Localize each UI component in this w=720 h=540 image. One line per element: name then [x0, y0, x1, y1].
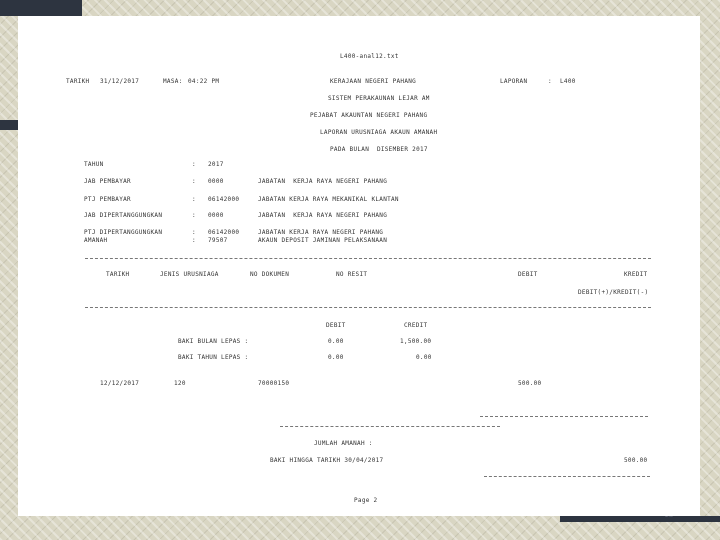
info-desc: JABATAN KERJA RAYA NEGERI PAHANG — [258, 212, 388, 219]
left-accent-bar — [0, 120, 18, 130]
col-kredit: KREDIT — [624, 271, 648, 278]
divider — [480, 416, 648, 417]
txn-dokumen: 70000150 — [258, 380, 290, 387]
txn-tarikh: 12/12/2017 — [100, 380, 140, 387]
tarikh-value: 31/12/2017 — [100, 78, 140, 85]
system-title: SISTEM PERAKAUNAN LEJAR AM — [328, 95, 430, 102]
summary-label: BAKI BULAN LEPAS : — [178, 338, 249, 345]
info-code: 0000 — [208, 212, 224, 219]
info-code: 2017 — [208, 161, 224, 168]
summary-debit: 0.00 — [328, 338, 344, 345]
info-code: 79507 — [208, 237, 228, 244]
info-colon: : — [192, 237, 196, 244]
info-code: 06142000 — [208, 196, 240, 203]
summary-debit: 0.00 — [328, 354, 344, 361]
divider — [85, 258, 651, 259]
info-label: JAB DIPERTANGGUNGKAN — [84, 212, 163, 219]
col-dokumen: NO DOKUMEN — [250, 271, 290, 278]
info-desc: AKAUN DEPOSIT JAMINAN PELAKSANAAN — [258, 237, 388, 244]
summary-credit-header: CREDIT — [404, 322, 428, 329]
info-label: JAB PEMBAYAR — [84, 178, 131, 185]
summary-debit-header: DEBIT — [326, 322, 346, 329]
info-colon: : — [192, 178, 196, 185]
period-title: PADA BULAN DISEMBER 2017 — [330, 146, 428, 153]
info-colon: : — [192, 161, 196, 168]
divider — [280, 426, 500, 427]
txn-jenis: 120 — [174, 380, 186, 387]
summary-credit: 1,500.00 — [400, 338, 432, 345]
laporan-sep: : — [548, 78, 552, 85]
col-debit: DEBIT — [518, 271, 538, 278]
masa-label: MASA: — [163, 78, 183, 85]
info-desc: JABATAN KERJA RAYA MEKANIKAL KLANTAN — [258, 196, 399, 203]
state-name: KERAJAAN NEGERI PAHANG — [330, 78, 417, 85]
info-colon: : — [192, 196, 196, 203]
laporan-label: LAPORAN — [500, 78, 528, 85]
jumlah-label: JUMLAH AMANAH : — [314, 440, 373, 447]
divider — [85, 307, 651, 308]
bottom-accent-bar — [560, 516, 720, 522]
info-label: TAHUN — [84, 161, 104, 168]
file-name: L400-anal12.txt — [340, 53, 399, 60]
info-colon: : — [192, 212, 196, 219]
tarikh-label: TARIKH — [66, 78, 90, 85]
info-code: 06142000 — [208, 229, 240, 236]
info-colon: : — [192, 229, 196, 236]
report-title: LAPORAN URUSNIAGA AKAUN AMANAH — [320, 129, 438, 136]
info-code: 0000 — [208, 178, 224, 185]
page-number: Page 2 — [354, 497, 378, 504]
summary-credit: 0.00 — [416, 354, 432, 361]
summary-label: BAKI TAHUN LEPAS : — [178, 354, 249, 361]
corner-decoration — [0, 0, 82, 16]
baki-value: 500.00 — [624, 457, 648, 464]
masa-value: 04:22 PM — [188, 78, 220, 85]
col-sub: DEBIT(+)/KREDIT(-) — [578, 289, 649, 296]
col-jenis: JENIS URUSNIAGA — [160, 271, 219, 278]
txn-debit: 500.00 — [518, 380, 542, 387]
report-page — [18, 16, 700, 516]
baki-label: BAKI HINGGA TARIKH 30/04/2017 — [270, 457, 384, 464]
col-tarikh: TARIKH — [106, 271, 130, 278]
info-label: AMANAH — [84, 237, 108, 244]
info-label: PTJ PEMBAYAR — [84, 196, 131, 203]
col-resit: NO RESIT — [336, 271, 368, 278]
divider — [484, 476, 650, 477]
info-label: PTJ DIPERTANGGUNGKAN — [84, 229, 163, 236]
info-desc: JABATAN KERJA RAYA NEGERI PAHANG — [258, 178, 388, 185]
office-title: PEJABAT AKAUNTAN NEGERI PAHANG — [310, 112, 428, 119]
laporan-value: L400 — [560, 78, 576, 85]
info-desc: JABATAN KERJA RAYA NEGERI PAHANG — [258, 229, 384, 236]
